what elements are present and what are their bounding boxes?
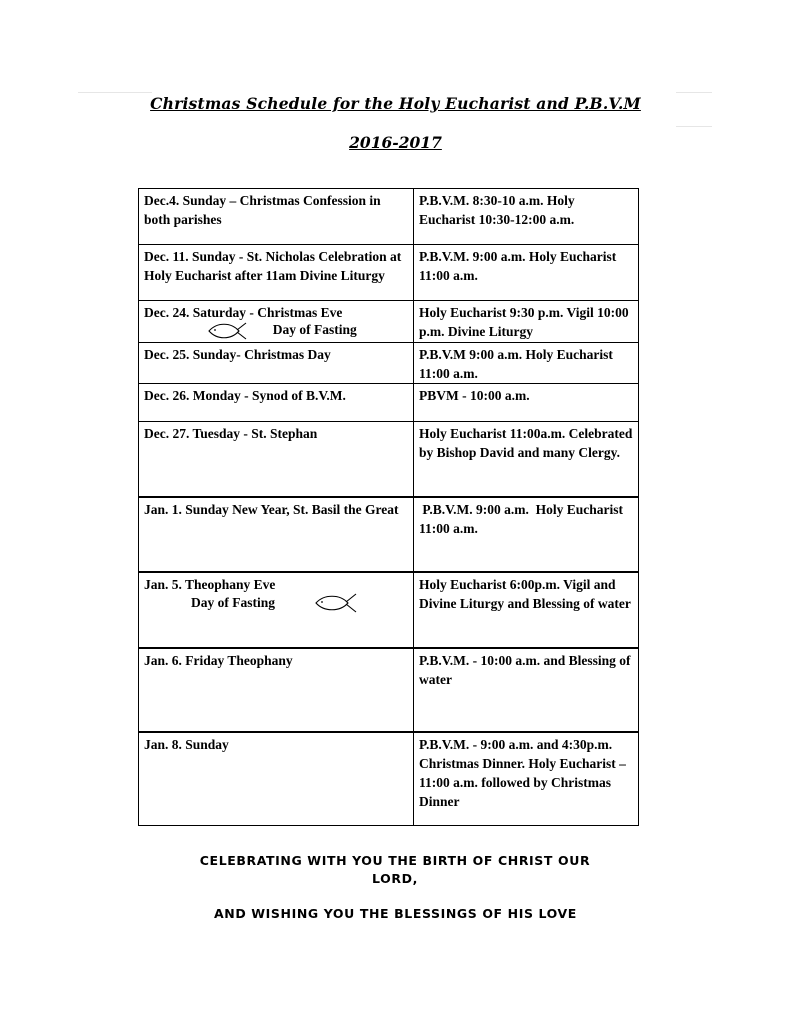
table-row	[139, 648, 639, 732]
event-note: Day of Fasting	[191, 594, 275, 610]
fish-icon	[207, 322, 247, 340]
event-cell: Jan. 8. Sunday	[139, 732, 414, 826]
footer-blessing: AND WISHING YOU THE BLESSINGS OF HIS LOVE	[214, 906, 577, 921]
table-row	[139, 572, 639, 648]
event-cell: Dec. 26. Monday - Synod of B.V.M.	[139, 384, 414, 422]
table-row	[139, 343, 639, 384]
event-cell: Dec. 27. Tuesday - St. Stephan	[139, 422, 414, 497]
event-cell: Jan. 6. Friday Theophany	[139, 648, 414, 732]
table-row	[139, 245, 639, 301]
event-note: Day of Fasting	[272, 322, 357, 337]
times-cell: PBVM - 10:00 a.m.	[414, 384, 639, 422]
footer-greeting: CELEBRATING WITH YOU THE BIRTH OF CHRIST OUR LORD,	[199, 853, 591, 886]
times-cell: Holy Eucharist 6:00p.m. Vigil and Divine Liturgy and Blessing of water	[414, 572, 639, 648]
table-row	[139, 732, 639, 826]
page-subtitle-years: 2016-2017	[349, 133, 442, 152]
event-cell: Dec. 25. Sunday- Christmas Day	[139, 343, 414, 384]
faint-rule-left	[78, 92, 152, 93]
event-cell: Jan. 1. Sunday New Year, St. Basil the Great	[139, 497, 414, 572]
event-cell	[139, 572, 414, 648]
table-row	[139, 301, 639, 343]
event-cell	[139, 301, 414, 343]
times-cell: P.B.V.M. 9:00 a.m. Holy Eucharist 11:00 a.m.	[414, 497, 639, 572]
times-cell: P.B.V.M 9:00 a.m. Holy Eucharist 11:00 a.m.	[414, 343, 639, 384]
faint-rule-right	[676, 92, 712, 93]
event-cell: Dec.4. Sunday – Christmas Confession in both parishes	[139, 189, 414, 245]
table-row	[139, 422, 639, 497]
table-row	[139, 189, 639, 245]
event-title: Jan. 5. Theophany Eve	[144, 576, 276, 592]
table-row	[139, 384, 639, 422]
fish-icon	[314, 593, 358, 613]
page-title: Christmas Schedule for the Holy Eucharist and P.B.V.M	[150, 94, 641, 113]
event-title: Dec. 24. Saturday - Christmas Eve	[144, 305, 343, 320]
event-note-line	[144, 320, 408, 340]
event-cell: Dec. 11. Sunday - St. Nicholas Celebration at Holy Eucharist after 11am Divine Liturgy	[139, 245, 414, 301]
times-cell: P.B.V.M. - 10:00 a.m. and Blessing of water	[414, 648, 639, 732]
times-cell: P.B.V.M. - 9:00 a.m. and 4:30p.m. Christmas Dinner. Holy Eucharist – 11:00 a.m. followed by Christmas Dinner	[414, 732, 639, 826]
event-note-line	[144, 593, 408, 614]
times-cell: P.B.V.M. 8:30-10 a.m. Holy Eucharist 10:30-12:00 a.m.	[414, 189, 639, 245]
faint-rule-right-lower	[676, 126, 712, 127]
times-cell: P.B.V.M. 9:00 a.m. Holy Eucharist 11:00 a.m.	[414, 245, 639, 301]
times-cell: Holy Eucharist 9:30 p.m. Vigil 10:00 p.m. Divine Liturgy	[414, 301, 639, 343]
times-cell: Holy Eucharist 11:00a.m. Celebrated by Bishop David and many Clergy.	[414, 422, 639, 497]
schedule-table	[138, 188, 639, 826]
table-row	[139, 497, 639, 572]
